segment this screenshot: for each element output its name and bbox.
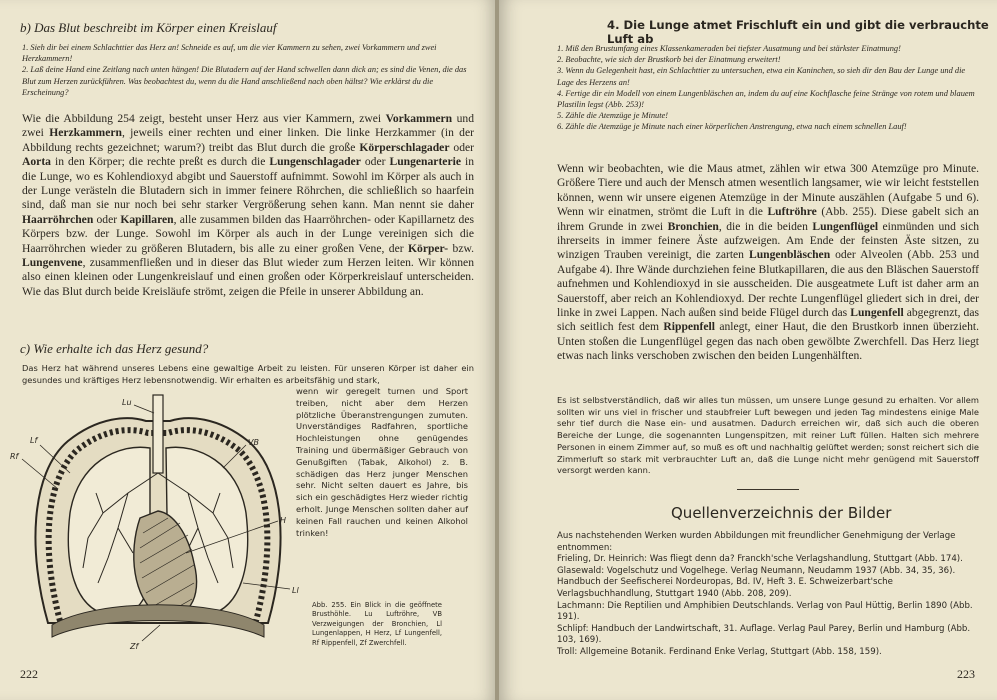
bold-term: Luftröhre [767,205,817,219]
bold-term: Kapillaren [120,212,174,226]
page-number-left: 222 [20,667,38,681]
bold-term: Lungenbläschen [748,248,831,262]
label-ll: Ll [292,586,299,595]
right-main-text [557,162,979,364]
bold-term: Lungenvene [22,256,83,270]
bold-term: Rippenfell [663,320,715,334]
paragraph [22,112,474,299]
text-run: abgegrenzt, das sich seitlich fest dem [557,306,979,334]
text-run: bzw. [448,241,474,255]
source-entry: Frieling, Dr. Heinrich: Was fliegt denn da? Franckh'sche Verlagshandlung, Stuttgart (Abb. 174). [557,554,963,565]
tasks-b [22,42,474,98]
text-run: oder [449,140,475,154]
figure-caption: Abb. 255. Ein Blick in die geöffnete Brusthöhle. Lu Luftröhre, VB Verzweigungen der Bronchien, Ll Lungenlappen, H Herz, Lf Lungenfell, Rf Rippenfell, Zf Zwerchfell. [312,601,442,647]
bold-term: Lungenflügel [812,219,879,233]
source-entry: Handbuch der Seefischerei Nordeuropas, Bd. IV, Heft 3. E. Schweizerbart'sche Verlagsbuchhandlung, Stuttgart 1940 (Abb. 208, 209). [557,577,893,599]
bold-term: Lungenschlagader [269,155,361,169]
trachea [153,395,163,473]
chest-cavity-figure [8,393,308,661]
bold-term: Herzkammern [49,126,122,140]
section-b-heading: b) Das Blut beschreibt im Körper einen Kreislauf [20,20,277,35]
source-entry: Glasewald: Vogelschutz und Vogelhege. Verlag Neumann, Neudamm 1937 (Abb. 34, 35, 36). [557,565,956,576]
source-entry: Schlipf: Handbuch der Landwirtschaft, 31. Auflage. Verlag Paul Parey, Berlin und Hamburg (Abb. 103, 169). [557,623,971,646]
bold-term: Haarröhrchen [22,212,94,226]
text-run: , zusammenfließen und in dieser das Blut wieder zum Herzen leiten. Wir können also einen kleinen oder Lungenkreislauf und einen großen oder Körperkreislauf unterscheiden. Wie das Blut durch beide Kreisläufe strömt, zeigen die Pfeile in unserer Abbildung an. [22,256,474,298]
source-entry: Troll: Allgemeine Botanik. Ferdinand Enke Verlag, Stuttgart (Abb. 158, 159). [557,646,882,657]
tasks-lung [557,43,979,133]
bold-term: Lungenfell [850,306,904,320]
label-lu: Lu [122,398,132,407]
lung-health-text: Es ist selbstverständlich, daß wir alles tun müssen, um unsere Lunge gesund zu erhalten. Vor allem sollten wir uns viel in frischer und staubfreier Luft bewegen und jeden Tag mindestens einige Male sehr tief durch die Nase ein- und ausatmen. Dadurch erreichen wir, daß sich auch die oberen Bereiche der Lunge, die sogenannten Lungenspitzen, mit reiner Luft füllen. Halten sich mehrere Personen in einem Zimmer auf, so muß es oft und nachhaltig gelüftet werden; sonst reichert sich die Zimmerluft so stark mit verbrauchter Luft an, daß die Lunge nicht mehr genügend mit Sauerstoff versorgt werden kann. [557,395,979,476]
text-run: oder Alveolen (Abb. 253 und Aufgabe 4). Ihre Wände durchziehen feine Blutkapillaren, die aus den Bläschen Sauerstoff aufnehmen und Kohlendioxyd in sie ausscheiden. Die ausgeatmete Luft ist daher arm an Sauerstoff, aber reich an Kohlendioxyd. Der rechte Lungenflügel gliedert sich in drei, der linke in zwei Lappen. Nach außen sind beide Flügel durch das [557,248,979,320]
page-number-right: 223 [957,667,975,681]
paragraph [557,162,979,364]
text-run: oder [93,212,121,226]
text-run: Wie die Abbildung 254 zeigt, besteht unser Herz aus vier Kammern, zwei [22,112,386,125]
left-main-text [22,112,474,299]
task-item: 3. Wenn du Gelegenheit hast, ein Schlachttier zu untersuchen, etwa ein Kaninchen, so sieh dir den Bau der Lunge und die Lage des Herzens an! [557,66,966,87]
sources-intro: Aus nachstehenden Werken wurden Abbildungen mit freundlicher Genehmigung der Verlage entnommen: [557,531,956,553]
bold-term: Aorta [22,155,51,169]
text-run: , alle zusammen bilden das Haarröhrchen- oder Kapillarnetz des Körpers bzw. der Lunge. Sowohl im Körper als auch in der Lunge vereinigen sich die Haarröhrchen wieder zu größeren Blutadern, bis alle zu einer großen Vene, der [22,212,474,255]
section-title: 4. Die Lunge atmet Frischluft ein und gibt die verbrauchte Luft ab [607,18,989,46]
task-item: 1. Sieh dir bei einem Schlachttier das Herz an! Schneide es auf, um die vier Kammern zu sehen, zwei Vorkammern und zwei Herzkammern! [22,43,437,64]
bold-term: Vorkammern [385,112,453,125]
text-run: einmünden und sich ihrerseits in immer feinere Äste aufzweigen. Am Ende der feinsten Äste sitzen, zu winzigen Trauben vereinigt, die zarten [557,219,980,262]
label-vb: VB [248,438,259,447]
text-run: in den Körper; die rechte preßt es durch die [50,155,270,169]
bold-term: Lungenarterie [389,155,461,169]
text-run: , jeweils einer rechten und einer linken. Die linke Herzkammer (in der Abbildung rechts gezeichnet; warum?) treibt das Blut durch die große [22,126,474,154]
task-item: 2. Laß deine Hand eine Zeitlang nach unten hängen! Die Blutadern auf der Hand schwellen dann dick an; es sind die Venen, die das Blut zum Herzen zurückführen. Was beobachtest du, wenn du die Hand anschließend nach oben hältst? Wie erklärst du die Erscheinung? [22,65,467,97]
task-item: 6. Zähle die Atemzüge je Minute nach einer körperlichen Anstrengung, etwa nach einem schnellen Lauf! [557,122,907,132]
bold-term: Körper- [408,241,449,255]
bold-term: Körperschlagader [359,140,450,154]
label-lf: Lf [30,436,38,445]
left-page [0,0,497,700]
task-item: 4. Fertige dir ein Modell von einem Lungenbläschen an, indem du auf eine Kochflasche feine Stränge von rotem und blauem Plastilin legst (Abb. 253)! [557,88,975,110]
label-zf: Zf [130,642,139,651]
text-run: Wenn wir beobachten, wie die Maus atmet, zählen wir etwa 300 Atemzüge pro Minute. Größere Tiere und auch der Mensch atmen wesentlich langsamer, wie wir leicht feststellen können, wenn wir unsere eigenen Atemzüge in der Minute auszählen (Aufgabe 5 und 6). Wenn wir einatmen, strömt die Luft in die [557,162,979,219]
text-run: anlegt, einer Haut, die den Brustkorb innen überzieht. Unten stoßen die Lungenflügel gegen das nach oben gewölbte Zwerchfell. Das Herz liegt etwas nach links verschoben zwischen den beiden Lungenhälften. [557,320,979,363]
section-c-heading: c) Wie erhalte ich das Herz gesund? [20,341,209,356]
heart-health-column: wenn wir geregelt turnen und Sport treiben, nicht aber dem Herzen plötzliche Überanstrengungen zumuten. Unverständiges Radfahren, sportliche Hochleistungen ohne genügendes Training und übermäßiger Gebrauch von Genußgiften (Tabak, Alkohol) z. B. schädigen das Herz junger Menschen sehr. Nicht selten dauert es Jahre, bis sich ein geschädigtes Herz wieder richtig erholt. Junge Menschen sollten daher auf keinen Fall rauchen und keinen Alkohol trinken! [296,386,468,538]
source-entry: Lachmann: Die Reptilien und Amphibien Deutschlands. Verlag von Paul Hüttig, Berlin 1890 (Abb. 191). [557,600,973,623]
text-run: oder [360,155,390,169]
label-h: H [280,516,287,525]
text-run: und zwei [22,112,474,140]
text-run: in die Lunge, wo es Kohlendioxyd abgibt und Sauerstoff aufnimmt. Sowohl im Körper als auch in der Lunge verästeln die Blutadern sich in immer feinere Röhrchen, die schließlich so haarfein sind, daß man sie nur noch bei sehr starker Vergrößerung sehen kann. Man nennt sie daher [22,155,474,212]
text-run: , die in die beiden [718,219,813,233]
sources-title: Quellenverzeichnis der Bilder [671,504,892,522]
task-item: 5. Zähle die Atemzüge je Minute! [557,111,669,121]
heart-health-intro: Das Herz hat während unseres Lebens eine gewaltige Arbeit zu leisten. Für unseren Körper ist daher ein gesundes und kräftiges Herz lebensnotwendig. Wir erhalten es arbeitsfähig und stark, [22,363,474,385]
task-item: 2. Beobachte, wie sich der Brustkorb bei der Einatmung erweitert! [557,55,781,65]
text-run: (Abb. 255). Diese gabelt sich an ihrem Grunde in zwei [557,205,979,233]
bold-term: Bronchien [667,219,719,233]
right-page [499,0,997,700]
divider [737,489,799,490]
sources-list [557,531,981,659]
label-rf: Rf [10,452,19,461]
task-item: 1. Miß den Brustumfang eines Klassenkameraden bei tiefster Ausatmung und bei stärkster Einatmung! [557,44,901,53]
